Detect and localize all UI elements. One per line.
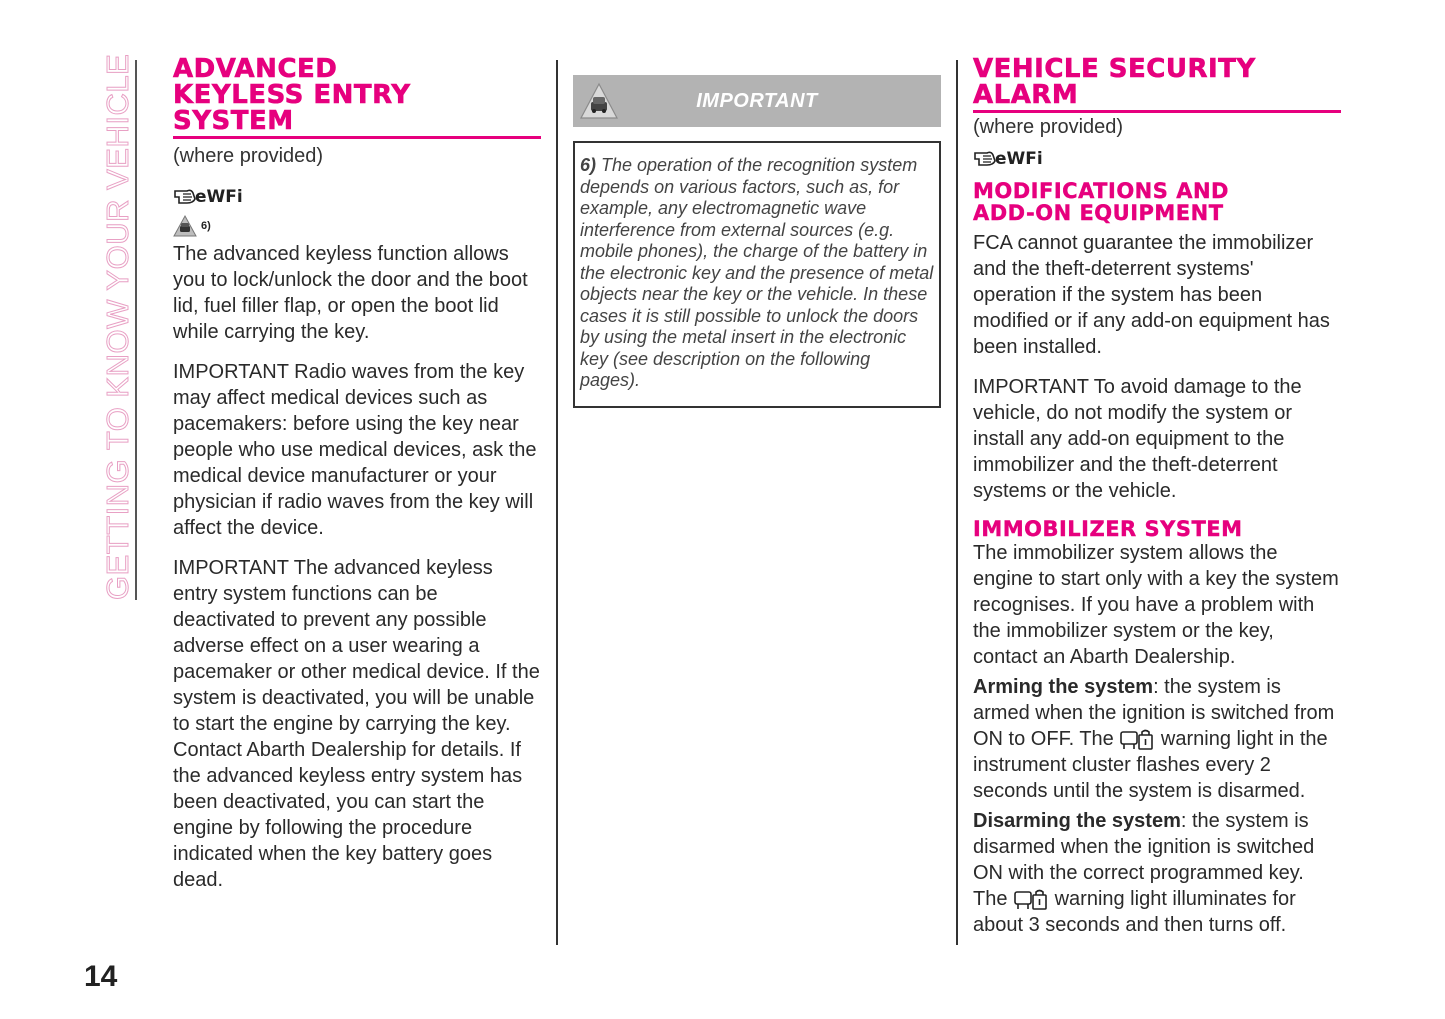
important-column [573,56,941,408]
arming-paragraph [973,674,1341,804]
security-title-line: ALARM [973,80,1079,110]
keyless-paragraph: IMPORTANT The advanced keyless entry system functions can be deactivated to prevent any possible adverse effect on a user wearing a pacemaker or other medical device. If the system is deactivated, you will be unable to start the engine by carrying the key. Contact Abarth Dealership for details. If the advanced keyless entry system has been deactivated, you can start the engine by following the procedure indicated when the key battery goes dead. [173,557,540,891]
disarming-text: : the system is disarmed when the ignition is switched ON with the correct programmed key. The [973,810,1315,910]
column-divider-2 [956,60,958,945]
keyless-title [173,56,541,134]
security-title [973,56,1341,108]
security-subtitle: (where provided) [973,116,1124,138]
disarming-label: Disarming the system [973,810,1181,832]
side-section-label: GETTING TO KNOW YOUR VEHICLE [100,53,135,600]
arming-label: Arming the system [973,676,1154,698]
keyless-paragraph: IMPORTANT Radio waves from the key may affect medical devices such as pacemakers: before using the key near people who use medical devices, ask the medical device manufacturer or your physician if radio waves from the key will affect the device. [173,361,537,539]
warning-triangle-icon [173,215,197,237]
security-light-icon [1013,889,1049,911]
keyless-title-line: SYSTEM [173,106,294,136]
immobilizer-intro: The immobilizer system allows the engine to start only with a key the system recognises. If you have a problem with the immobilizer system or the key, contact an Abarth Dealership. [973,542,1339,668]
modifications-heading-line: MODIFICATIONS AND [973,179,1229,203]
security-light-icon [1119,729,1155,751]
page-number: 14 [84,960,118,993]
column-divider-1 [556,60,558,945]
keyless-paragraph: The advanced keyless function allows you to lock/unlock the door and the boot lid, fuel filler flap, or open the boot lid while carrying the key. [173,243,528,343]
side-rule [135,60,137,600]
disarming-paragraph [973,808,1341,938]
modifications-paragraph: FCA cannot guarantee the immobilizer and the theft-deterrent systems' operation if the system has been modified or if any add-on equipment has been installed. [973,232,1330,358]
keyless-subtitle: (where provided) [173,145,324,167]
keyless-icon-row [173,177,541,211]
security-icon-row [973,140,1341,172]
svg-text:eWFi: eWFi [995,149,1043,169]
keyless-warning-row [173,211,541,241]
security-title-line: VEHICLE SECURITY [973,54,1256,84]
important-header [573,75,941,127]
keyless-hand-icon [973,143,1043,169]
modifications-paragraph: IMPORTANT To avoid damage to the vehicle, do not modify the system or install any add-on equipment to the immobilizer and the theft-deterrent systems or the vehicle. [973,376,1302,502]
note-box [573,141,941,408]
note-reference: 6) [201,220,211,232]
modifications-heading-line: ADD-ON EQUIPMENT [973,201,1224,225]
security-title-rule [973,110,1341,113]
security-alarm-column [973,56,1341,938]
note-number: 6) [580,155,597,175]
modifications-heading [973,180,1341,224]
keyless-hand-icon [173,181,243,207]
keyless-title-line: KEYLESS ENTRY [173,80,411,110]
immobilizer-heading: IMMOBILIZER SYSTEM [973,517,1243,541]
arming-text: : the system is armed when the ignition is switched from ON to OFF. The [973,676,1335,750]
keyless-title-line: ADVANCED [173,54,338,84]
svg-text:eWFi: eWFi [195,187,243,207]
disarming-text: warning light illuminates for about 3 seconds and then turns off. [973,888,1296,936]
note-text: The operation of the recognition system depends on various factors, such as, for example, any electromagnetic wave interference from external sources (e.g. mobile phones), the charge of the battery in the electronic key and the presence of metal objects near the key or the vehicle. In these cases it is still possible to unlock the doors by using the metal insert in the electronic key (see description on the following pages). [580,155,934,390]
keyless-title-rule [173,136,541,139]
important-label: IMPORTANT [696,89,818,112]
arming-text: warning light in the instrument cluster flashes every 2 seconds until the system is disarmed. [973,728,1328,802]
keyless-entry-column [173,56,541,893]
